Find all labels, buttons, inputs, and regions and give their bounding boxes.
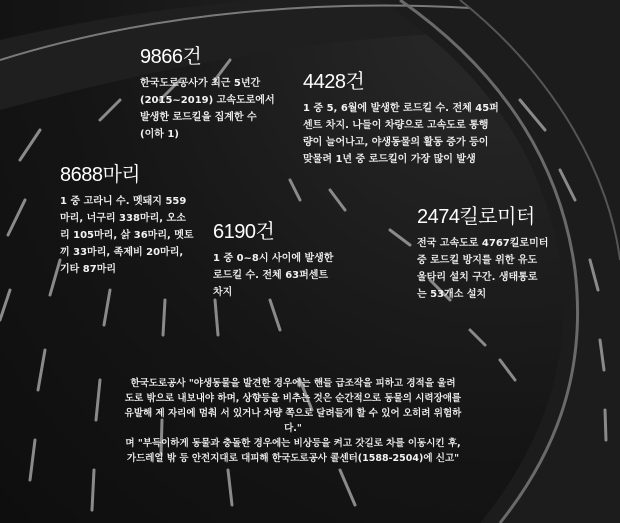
stat-description: 1 중 0~8시 사이에 발생한 로드킬 수. 전체 63퍼센트 차지 (213, 253, 334, 298)
stat-number: 4428건 (303, 71, 365, 93)
stat-description: 한국도로공사가 최근 5년간 (2015~2019) 고속도로에서 발생한 로드킬을 집계한 수 (이하 1) (140, 78, 275, 140)
safety-guidance-quote: 한국도로공사 "야생동물을 발견한 경우에는 핸들 급조작을 피하고 경적을 울려 도로 밖으로 내보내야 하며, 상향등을 비추는 것은 순간적으로 동물의 시력장애를 유발해 제 자리에 멈춰 서 있거나 차량 쪽으로 달려들게 할 수 있어 오히려 위험하다." 며 "부득이하게 동물과 충돌한 경우에는 비상등을 켜고 갓길로 차를 이동시킨 후, 가드레일 밖 등 안전지대로 대피해 한국도로공사 콜센터(1588-2504)에 신고" (124, 378, 462, 464)
stat-total-roadkill (140, 40, 310, 143)
stat-number: 2474킬로미터 (417, 206, 535, 228)
stat-number: 6190건 (213, 221, 275, 243)
stat-description: 1 중 고라니 수. 멧돼지 559 마리, 너구리 338마리, 오소 리 105마리, 삵 36마리, 멧토 끼 33마리, 족제비 20마리, 기타 87마리 (60, 196, 194, 275)
stat-number: 9866건 (140, 46, 202, 68)
stat-fence-length (417, 200, 577, 303)
stat-description: 1 중 5, 6월에 발생한 로드킬 수. 전체 45퍼 센트 차지. 나들이 차량으로 고속도로 통행 량이 늘어나고, 야생동물의 활동 증가 등이 맞물려 1년 중 로드킬이 가장 많이 발생 (303, 103, 499, 165)
stat-water-deer (60, 158, 205, 278)
stat-description: 전국 고속도로 4767킬로미터 중 로드킬 방지를 위한 유도 울타리 설치 구간. 생태통로 는 53개소 설치 (417, 238, 549, 300)
stat-night-roadkill (213, 215, 368, 301)
stat-may-june-roadkill (303, 65, 543, 168)
stat-number: 8688마리 (60, 164, 141, 186)
